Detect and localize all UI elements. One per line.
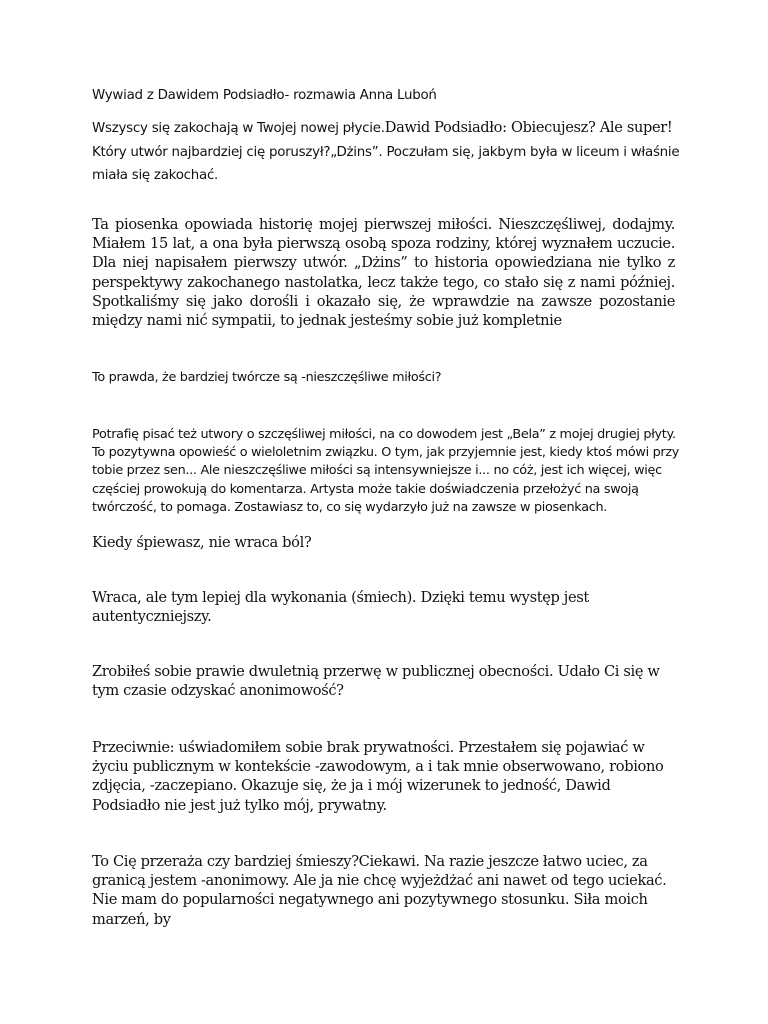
intro-answer-part: Dawid Podsiadło: Obiecujesz? Ale super! [384, 119, 673, 136]
intro-followup-part: Który utwór najbardziej cię poruszył?„Dżins”. Poczułam się, jakbym była w liceum i właśnie miała się zakochać. [92, 144, 680, 183]
answer-paragraph-5: To Cię przeraża czy bardziej śmieszy?Ciekawi. Na razie jeszcze łatwo uciec, za granicą jestem -anonimowy. Ale ja nie chcę wyjeżdżać ani nawet od tego uciekać. Nie mam do popularności negatywnego ani pozytywnego stosunku. Siła moich marzeń, by [92, 853, 667, 928]
answer-paragraph-2: Potrafię pisać też utwory o szczęśliwej miłości, na co dowodem jest „Bela” z mojej drugiej płyty. To pozytywna opowieść o wieloletnim związku. O tym, jak przyjemnie jest, kiedy ktoś mówi przy tobie przez sen... Ale nieszczęśliwe miłości są intensywniejsze i... no cóż, jest ich więcej, więc częściej prowokują do komentarza. Artysta może takie doświadczenia przełożyć na swoją twórczość, to pomaga. Zostawiasz to, co się wydarzyło już na zawsze w piosenkach. [92, 427, 680, 515]
answer-paragraph-3: Wraca, ale tym lepiej dla wykonania (śmiech). Dzięki temu występ jest autentyczniejszy. [92, 589, 589, 626]
document-title: Wywiad z Dawidem Podsiadło- rozmawia Anna Luboń [92, 88, 437, 103]
intro-question-part: Wszyscy się zakochają w Twojej nowej płycie. [92, 121, 385, 136]
question-paragraph-3: Zrobiłeś sobie prawie dwuletnią przerwę w publicznej obecności. Udało Ci się w tym czasie odzyskać anonimowość? [92, 663, 660, 700]
question-paragraph-1: To prawda, że bardziej twórcze są -nieszczęśliwe miłości? [92, 370, 442, 385]
question-paragraph-2: Kiedy śpiewasz, nie wraca ból? [92, 534, 312, 551]
answer-paragraph-1: Ta piosenka opowiada historię mojej pierwszej miłości. Nieszczęśliwej, dodajmy. Miałem 15 lat, a ona była pierwszą osobą spoza rodziny, której wyznałem uczucie. Dla niej napisałem pierwszy utwór. „Dżins” to historia opowiedziana nie tylko z perspektywy zakochanego nastolatka, lecz także tego, co stało się z nami później. Spotkaliśmy się jako dorośli i okazało się, że wprawdzie na zawsze pozostanie między nami nić sympatii, to jednak jesteśmy sobie już kompletnie [92, 216, 675, 330]
intro-paragraph [92, 117, 682, 188]
answer-paragraph-4: Przeciwnie: uświadomiłem sobie brak prywatności. Przestałem się pojawiać w życiu publicznym w kontekście -zawodowym, a i tak mnie obserwowano, robiono zdjęcia, -zaczepiano. Okazuje się, że ja i mój wizerunek to jedność, Dawid Podsiadło nie jest już tylko mój, prywatny. [92, 739, 664, 814]
